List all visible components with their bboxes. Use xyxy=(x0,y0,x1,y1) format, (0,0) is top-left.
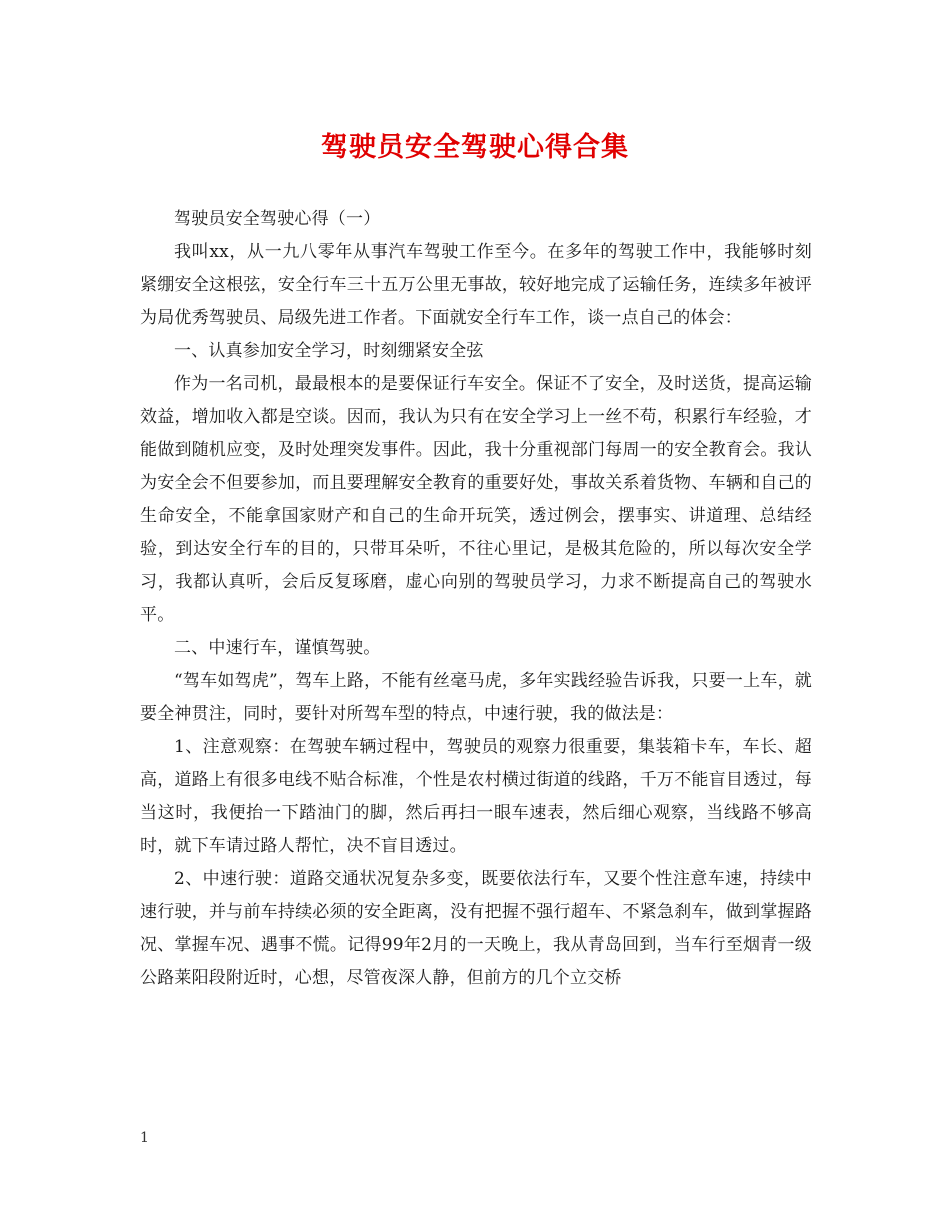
page-number: 1 xyxy=(140,1130,149,1146)
subheading-safety-study: 一、认真参加安全学习，时刻绷紧安全弦 xyxy=(174,341,484,361)
speed-control-paragraph: 2、中速行驶：道路交通状况复杂多变，既要依法行车，又要个性注意车速，持续中速行驶，并与前车持续必须的安全距离，没有把握不强行超车、不紧急刹车，做到掌握路况、掌握车况、遇事不慌。记得99年2月的一天晚上，我从青岛回到，当车行至烟青一级公路莱阳段附近时，心想，尽管夜深人静，但前方的几个立交桥 xyxy=(140,869,812,988)
moderate-speed-paragraph: “驾车如驾虎”，驾车上路，不能有丝毫马虎，多年实践经验告诉我，只要一上车，就要全神贯注，同时，要针对所驾车型的特点，中速行驶，我的做法是： xyxy=(140,671,812,724)
safety-study-paragraph: 作为一名司机，最最根本的是要保证行车安全。保证不了安全，及时送货，提高运输效益，增加收入都是空谈。因而，我认为只有在安全学习上一丝不苟，积累行车经验，才能做到随机应变，及时处理突发事件。因此，我十分重视部门每周一的安全教育会。我认为安全会不但要参加，而且要理解安全教育的重要好处，事故关系着货物、车辆和自己的生命安全，不能拿国家财产和自己的生命开玩笑，透过例会，摆事实、讲道理、总结经验，到达安全行车的目的，只带耳朵听，不往心里记，是极其危险的，所以每次安全学习，我都认真听，会后反复琢磨，虚心向别的驾驶员学习，力求不断提高自己的驾驶水平。 xyxy=(140,374,812,625)
intro-paragraph: 我叫xx，从一九八零年从事汽车驾驶工作至今。在多年的驾驶工作中，我能够时刻紧绷安全这根弦，安全行车三十五万公里无事故，较好地完成了运输任务，连续多年被评为局优秀驾驶员、局级先进工作者。下面就安全行车工作，谈一点自己的体会： xyxy=(140,242,812,328)
document-title: 驾驶员安全驾驶心得合集 xyxy=(321,132,629,163)
subheading-moderate-speed: 二、中速行车，谨慎驾驶。 xyxy=(174,638,381,658)
section-heading-part-one: 驾驶员安全驾驶心得（一） xyxy=(174,209,381,229)
observation-paragraph: 1、注意观察：在驾驶车辆过程中，驾驶员的观察力很重要，集装箱卡车，车长、超高，道路上有很多电线不贴合标准，个性是农村横过街道的线路，千万不能盲目透过，每当这时，我便抬一下踏油门的脚，然后再扫一眼车速表，然后细心观察，当线路不够高时，就下车请过路人帮忙，决不盲目透过。 xyxy=(140,737,812,856)
document-body xyxy=(140,203,812,995)
